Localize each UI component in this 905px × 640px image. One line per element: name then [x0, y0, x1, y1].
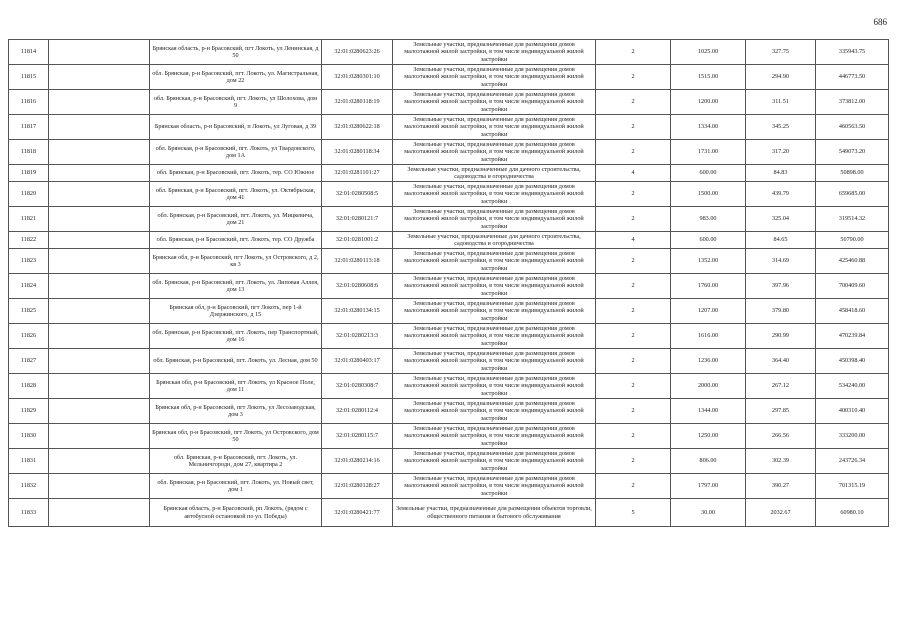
cell-area: 1515.00: [671, 65, 746, 90]
cell-address: обл. Брянская, р-н Брасовский, пгт. Локоть, ул. Лесная, дом 50: [150, 349, 322, 374]
cell-cadastral-number: 32:01:0281001:2: [322, 232, 393, 249]
cell-row-number: 11820: [9, 182, 49, 207]
table-row: [9, 249, 889, 274]
cell-address: обл. Брянская, р-н Брасовский, пгт. Локоть, ул. Мельничгородн, дом 27, квартира 2: [150, 449, 322, 474]
cell-area: 1344.00: [671, 399, 746, 424]
table-row: [9, 232, 889, 249]
cell-cadastral-value: 319514.32: [816, 207, 889, 232]
table-row: [9, 449, 889, 474]
cell-empty: [49, 249, 150, 274]
cell-address: обл. Брянская, р-н Брасовский, пгт. Локоть, пер Транспортный, дом 16: [150, 324, 322, 349]
cell-group-number: 2: [596, 449, 671, 474]
cell-row-number: 11830: [9, 424, 49, 449]
table-row: [9, 65, 889, 90]
cell-group-number: 2: [596, 324, 671, 349]
cell-group-number: 2: [596, 474, 671, 499]
cell-area: 1025.00: [671, 40, 746, 65]
cell-row-number: 11821: [9, 207, 49, 232]
cell-group-number: 5: [596, 499, 671, 527]
cell-address: Брянская область, р-н Брасовский, пгт Локоть, ул Ленинская, д 50: [150, 40, 322, 65]
table-row: [9, 165, 889, 182]
cell-cadastral-value: 470239.84: [816, 324, 889, 349]
cell-cadastral-number: 32:01:0280134:15: [322, 299, 393, 324]
cell-cadastral-number: 32:01:0280113:18: [322, 249, 393, 274]
cell-cadastral-number: 32:01:0280608:6: [322, 274, 393, 299]
table-row: [9, 182, 889, 207]
cell-cadastral-value: 50898.00: [816, 165, 889, 182]
cell-empty: [49, 449, 150, 474]
cell-specific-cadastral-value: 325.04: [746, 207, 816, 232]
cell-cadastral-value: 701315.19: [816, 474, 889, 499]
cell-address: Брянская область, р-н Брасовский, п Локоть, ул Луговая, д 39: [150, 115, 322, 140]
cell-empty: [49, 182, 150, 207]
cell-group-number: 2: [596, 40, 671, 65]
cell-address: Брянская обл, р-н Брасовский, пгт Локоть, ул Островского, д 2, кв 3: [150, 249, 322, 274]
cell-cadastral-number: 32:01:0280213:3: [322, 324, 393, 349]
cell-address: Брянская обл, р-н Брасовский, пгт Локоть, ул Красное Поле, дом 11: [150, 374, 322, 399]
cell-address: обл. Брянская, р-н Брасовский, пгт. Локоть, тер. СО Дружба: [150, 232, 322, 249]
cell-specific-cadastral-value: 84.83: [746, 165, 816, 182]
cell-specific-cadastral-value: 390.27: [746, 474, 816, 499]
cell-address: обл. Брянская, р-н Брасовский, пгт. Локоть, ул. Новый свет, дом 1: [150, 474, 322, 499]
cell-empty: [49, 274, 150, 299]
cell-cadastral-number: 32:01:0280118:34: [322, 140, 393, 165]
cell-area: 983.00: [671, 207, 746, 232]
cell-cadastral-value: 425460.88: [816, 249, 889, 274]
cell-land-use-group-description: Земельные участки, предназначенные для размещения домов малоэтажной жилой застройки, в том числе индивидуальной жилой застройки: [393, 449, 596, 474]
cell-address: Брянская обл, р-н Брасовский, пгт Локоть, ул Лесозаводская, дом 3: [150, 399, 322, 424]
table-row: [9, 424, 889, 449]
cell-land-use-group-description: Земельные участки, предназначенные для размещения домов малоэтажной жилой застройки, в том числе индивидуальной жилой застройки: [393, 324, 596, 349]
table-row: [9, 207, 889, 232]
cell-group-number: 2: [596, 349, 671, 374]
cell-cadastral-number: 32:01:0280214:16: [322, 449, 393, 474]
cell-empty: [49, 424, 150, 449]
cell-land-use-group-description: Земельные участки, предназначенные для размещения домов малоэтажной жилой застройки, в том числе индивидуальной жилой застройки: [393, 249, 596, 274]
cell-empty: [49, 140, 150, 165]
cell-row-number: 11827: [9, 349, 49, 374]
cell-row-number: 11826: [9, 324, 49, 349]
table-row: [9, 40, 889, 65]
cell-row-number: 11817: [9, 115, 49, 140]
cell-area: 1200.00: [671, 90, 746, 115]
table-row: [9, 499, 889, 527]
table-row: [9, 399, 889, 424]
cell-cadastral-value: 446773.50: [816, 65, 889, 90]
register-table: [8, 39, 889, 527]
cell-cadastral-value: 60980.10: [816, 499, 889, 527]
cell-empty: [49, 499, 150, 527]
cell-cadastral-number: 32:01:0280301:10: [322, 65, 393, 90]
cell-empty: [49, 299, 150, 324]
table-row: [9, 474, 889, 499]
cell-group-number: 2: [596, 424, 671, 449]
cell-specific-cadastral-value: 290.99: [746, 324, 816, 349]
cell-cadastral-number: 32:01:0280128:27: [322, 474, 393, 499]
cell-address: Брянская область, р-н Брасовский, рп Локоть, (рядом с автобусной остановкой по ул. Победы): [150, 499, 322, 527]
cell-group-number: 2: [596, 299, 671, 324]
cell-area: 600.00: [671, 165, 746, 182]
cell-group-number: 4: [596, 165, 671, 182]
cell-empty: [49, 374, 150, 399]
cell-group-number: 2: [596, 274, 671, 299]
cell-land-use-group-description: Земельные участки, предназначенные для размещения домов малоэтажной жилой застройки, в том числе индивидуальной жилой застройки: [393, 299, 596, 324]
cell-land-use-group-description: Земельные участки, предназначенные для размещения домов малоэтажной жилой застройки, в том числе индивидуальной жилой застройки: [393, 140, 596, 165]
cell-row-number: 11815: [9, 65, 49, 90]
cell-empty: [49, 324, 150, 349]
cell-area: 806.00: [671, 449, 746, 474]
cell-area: 1236.00: [671, 349, 746, 374]
cell-area: 600.00: [671, 232, 746, 249]
table-row: [9, 299, 889, 324]
cell-group-number: 2: [596, 249, 671, 274]
cell-group-number: 2: [596, 399, 671, 424]
cell-land-use-group-description: Земельные участки, предназначенные для дачного строительства, садоводства и огородничества: [393, 232, 596, 249]
cell-land-use-group-description: Земельные участки, предназначенные для размещения домов малоэтажной жилой застройки, в том числе индивидуальной жилой застройки: [393, 90, 596, 115]
cell-cadastral-number: 32:01:0280115:7: [322, 424, 393, 449]
cell-cadastral-value: 700409.60: [816, 274, 889, 299]
cell-land-use-group-description: Земельные участки, предназначенные для размещения домов малоэтажной жилой застройки, в том числе индивидуальной жилой застройки: [393, 207, 596, 232]
cell-specific-cadastral-value: 364.40: [746, 349, 816, 374]
cell-row-number: 11829: [9, 399, 49, 424]
cell-empty: [49, 65, 150, 90]
cell-cadastral-value: 450398.40: [816, 349, 889, 374]
cell-land-use-group-description: Земельные участки, предназначенные для размещения домов малоэтажной жилой застройки, в том числе индивидуальной жилой застройки: [393, 274, 596, 299]
cell-land-use-group-description: Земельные участки, предназначенные для размещения домов малоэтажной жилой застройки, в том числе индивидуальной жилой застройки: [393, 399, 596, 424]
cell-address: Брянская обл, р-н Брасовский, пгт Локоть, пер 1-й Дзержинского, д 15: [150, 299, 322, 324]
cell-land-use-group-description: Земельные участки, предназначенные для дачного строительства, садоводства и огородничества: [393, 165, 596, 182]
cell-row-number: 11833: [9, 499, 49, 527]
cell-address: обл. Брянская, р-н Брасовский, пгт. Локоть, тер. СО Южное: [150, 165, 322, 182]
cell-specific-cadastral-value: 379.80: [746, 299, 816, 324]
cell-cadastral-value: 333200.00: [816, 424, 889, 449]
cell-row-number: 11828: [9, 374, 49, 399]
cell-specific-cadastral-value: 297.85: [746, 399, 816, 424]
cell-cadastral-number: 32:01:0280112:4: [322, 399, 393, 424]
table-row: [9, 90, 889, 115]
cell-specific-cadastral-value: 327.75: [746, 40, 816, 65]
cell-empty: [49, 399, 150, 424]
cell-empty: [49, 40, 150, 65]
cell-group-number: 2: [596, 90, 671, 115]
cell-empty: [49, 165, 150, 182]
table-row: [9, 374, 889, 399]
cell-land-use-group-description: Земельные участки, предназначенные для размещения домов малоэтажной жилой застройки, в том числе индивидуальной жилой застройки: [393, 40, 596, 65]
cell-cadastral-number: 32:01:0280118:19: [322, 90, 393, 115]
cell-specific-cadastral-value: 266.56: [746, 424, 816, 449]
cell-group-number: 2: [596, 207, 671, 232]
cell-area: 1250.00: [671, 424, 746, 449]
cell-area: 1207.00: [671, 299, 746, 324]
cell-cadastral-number: 32:01:0280508:5: [322, 182, 393, 207]
table-row: [9, 324, 889, 349]
cell-area: 1760.00: [671, 274, 746, 299]
cell-row-number: 11832: [9, 474, 49, 499]
cell-empty: [49, 349, 150, 374]
cell-cadastral-value: 659685.00: [816, 182, 889, 207]
cell-cadastral-value: 373812.00: [816, 90, 889, 115]
cell-cadastral-value: 243726.34: [816, 449, 889, 474]
cell-area: 1731.00: [671, 140, 746, 165]
cell-cadastral-number: 32:01:0280623:26: [322, 40, 393, 65]
cell-land-use-group-description: Земельные участки, предназначенные для размещения домов малоэтажной жилой застройки, в том числе индивидуальной жилой застройки: [393, 424, 596, 449]
cell-cadastral-value: 534240.00: [816, 374, 889, 399]
cell-row-number: 11822: [9, 232, 49, 249]
cell-land-use-group-description: Земельные участки, предназначенные для размещения домов малоэтажной жилой застройки, в том числе индивидуальной жилой застройки: [393, 474, 596, 499]
cell-address: обл. Брянская, р-н Брасовский, пгт. Локоть, ул Шолохова, дом 9: [150, 90, 322, 115]
cell-cadastral-number: 32:01:0280421:77: [322, 499, 393, 527]
cell-area: 1616.00: [671, 324, 746, 349]
cell-specific-cadastral-value: 439.79: [746, 182, 816, 207]
cell-specific-cadastral-value: 267.12: [746, 374, 816, 399]
cell-address: обл. Брянская, р-н Брасовский, пгт. Локоть, ул. Магистральная, дом 22: [150, 65, 322, 90]
cell-row-number: 11816: [9, 90, 49, 115]
cell-land-use-group-description: Земельные участки, предназначенные для размещения домов малоэтажной жилой застройки, в том числе индивидуальной жилой застройки: [393, 65, 596, 90]
cell-specific-cadastral-value: 397.96: [746, 274, 816, 299]
cell-group-number: 2: [596, 374, 671, 399]
cell-cadastral-value: 335943.75: [816, 40, 889, 65]
cell-address: обл. Брянская, р-н Брасовский, пгт. Локоть, ул. Мицкевича, дом 21: [150, 207, 322, 232]
table-row: [9, 349, 889, 374]
cell-area: 1334.00: [671, 115, 746, 140]
table-row: [9, 115, 889, 140]
cell-specific-cadastral-value: 311.51: [746, 90, 816, 115]
cell-empty: [49, 474, 150, 499]
cell-specific-cadastral-value: 294.90: [746, 65, 816, 90]
cell-empty: [49, 207, 150, 232]
cell-address: обл. Брянская, р-н Брасовский, пгт. Локоть, ул Твардовского, дом 1А: [150, 140, 322, 165]
page-number: 686: [873, 17, 887, 27]
cell-specific-cadastral-value: 302.39: [746, 449, 816, 474]
cell-land-use-group-description: Земельные участки, предназначенные для размещения домов малоэтажной жилой застройки, в том числе индивидуальной жилой застройки: [393, 115, 596, 140]
register-body: [9, 40, 889, 527]
cell-empty: [49, 232, 150, 249]
table-row: [9, 140, 889, 165]
cell-empty: [49, 90, 150, 115]
cell-land-use-group-description: Земельные участки, предназначенные для размещения объектов торговли, общественного питания и бытового обслуживания: [393, 499, 596, 527]
cell-row-number: 11824: [9, 274, 49, 299]
cell-address: Брянская обл, р-н Брасовский, пгт Локоть, ул Островского, дом 50: [150, 424, 322, 449]
cell-row-number: 11814: [9, 40, 49, 65]
cell-cadastral-number: 32:01:0281101:27: [322, 165, 393, 182]
cell-cadastral-number: 32:01:0280121:7: [322, 207, 393, 232]
cell-cadastral-number: 32:01:0280308:7: [322, 374, 393, 399]
cell-specific-cadastral-value: 2032.67: [746, 499, 816, 527]
cell-land-use-group-description: Земельные участки, предназначенные для размещения домов малоэтажной жилой застройки, в том числе индивидуальной жилой застройки: [393, 182, 596, 207]
cell-land-use-group-description: Земельные участки, предназначенные для размещения домов малоэтажной жилой застройки, в том числе индивидуальной жилой застройки: [393, 349, 596, 374]
cell-row-number: 11819: [9, 165, 49, 182]
cell-cadastral-value: 458418.60: [816, 299, 889, 324]
cell-row-number: 11823: [9, 249, 49, 274]
cell-row-number: 11818: [9, 140, 49, 165]
cell-area: 1352.00: [671, 249, 746, 274]
cell-cadastral-value: 50790.00: [816, 232, 889, 249]
cell-area: 2000.00: [671, 374, 746, 399]
cell-cadastral-number: 32:01:0280622:18: [322, 115, 393, 140]
cell-land-use-group-description: Земельные участки, предназначенные для размещения домов малоэтажной жилой застройки, в том числе индивидуальной жилой застройки: [393, 374, 596, 399]
cell-group-number: 2: [596, 182, 671, 207]
cell-cadastral-number: 32:01:0280403:17: [322, 349, 393, 374]
cell-area: 1500.00: [671, 182, 746, 207]
table-row: [9, 274, 889, 299]
cell-cadastral-value: 460563.50: [816, 115, 889, 140]
cell-address: обл. Брянская, р-н Брасовский, пгт. Локоть, ул. Липовая Аллея, дом 13: [150, 274, 322, 299]
cell-specific-cadastral-value: 84.65: [746, 232, 816, 249]
cell-group-number: 2: [596, 140, 671, 165]
cell-row-number: 11825: [9, 299, 49, 324]
cell-cadastral-value: 400310.40: [816, 399, 889, 424]
cell-empty: [49, 115, 150, 140]
cell-cadastral-value: 549073.20: [816, 140, 889, 165]
cell-row-number: 11831: [9, 449, 49, 474]
cell-group-number: 4: [596, 232, 671, 249]
cell-specific-cadastral-value: 317.20: [746, 140, 816, 165]
cell-specific-cadastral-value: 345.25: [746, 115, 816, 140]
cell-group-number: 2: [596, 65, 671, 90]
cell-specific-cadastral-value: 314.69: [746, 249, 816, 274]
cell-group-number: 2: [596, 115, 671, 140]
cell-address: обл. Брянская, р-н Брасовский, пгт. Локоть, ул. Октябрьская, дом 41: [150, 182, 322, 207]
cell-area: 30.00: [671, 499, 746, 527]
cell-area: 1797.00: [671, 474, 746, 499]
